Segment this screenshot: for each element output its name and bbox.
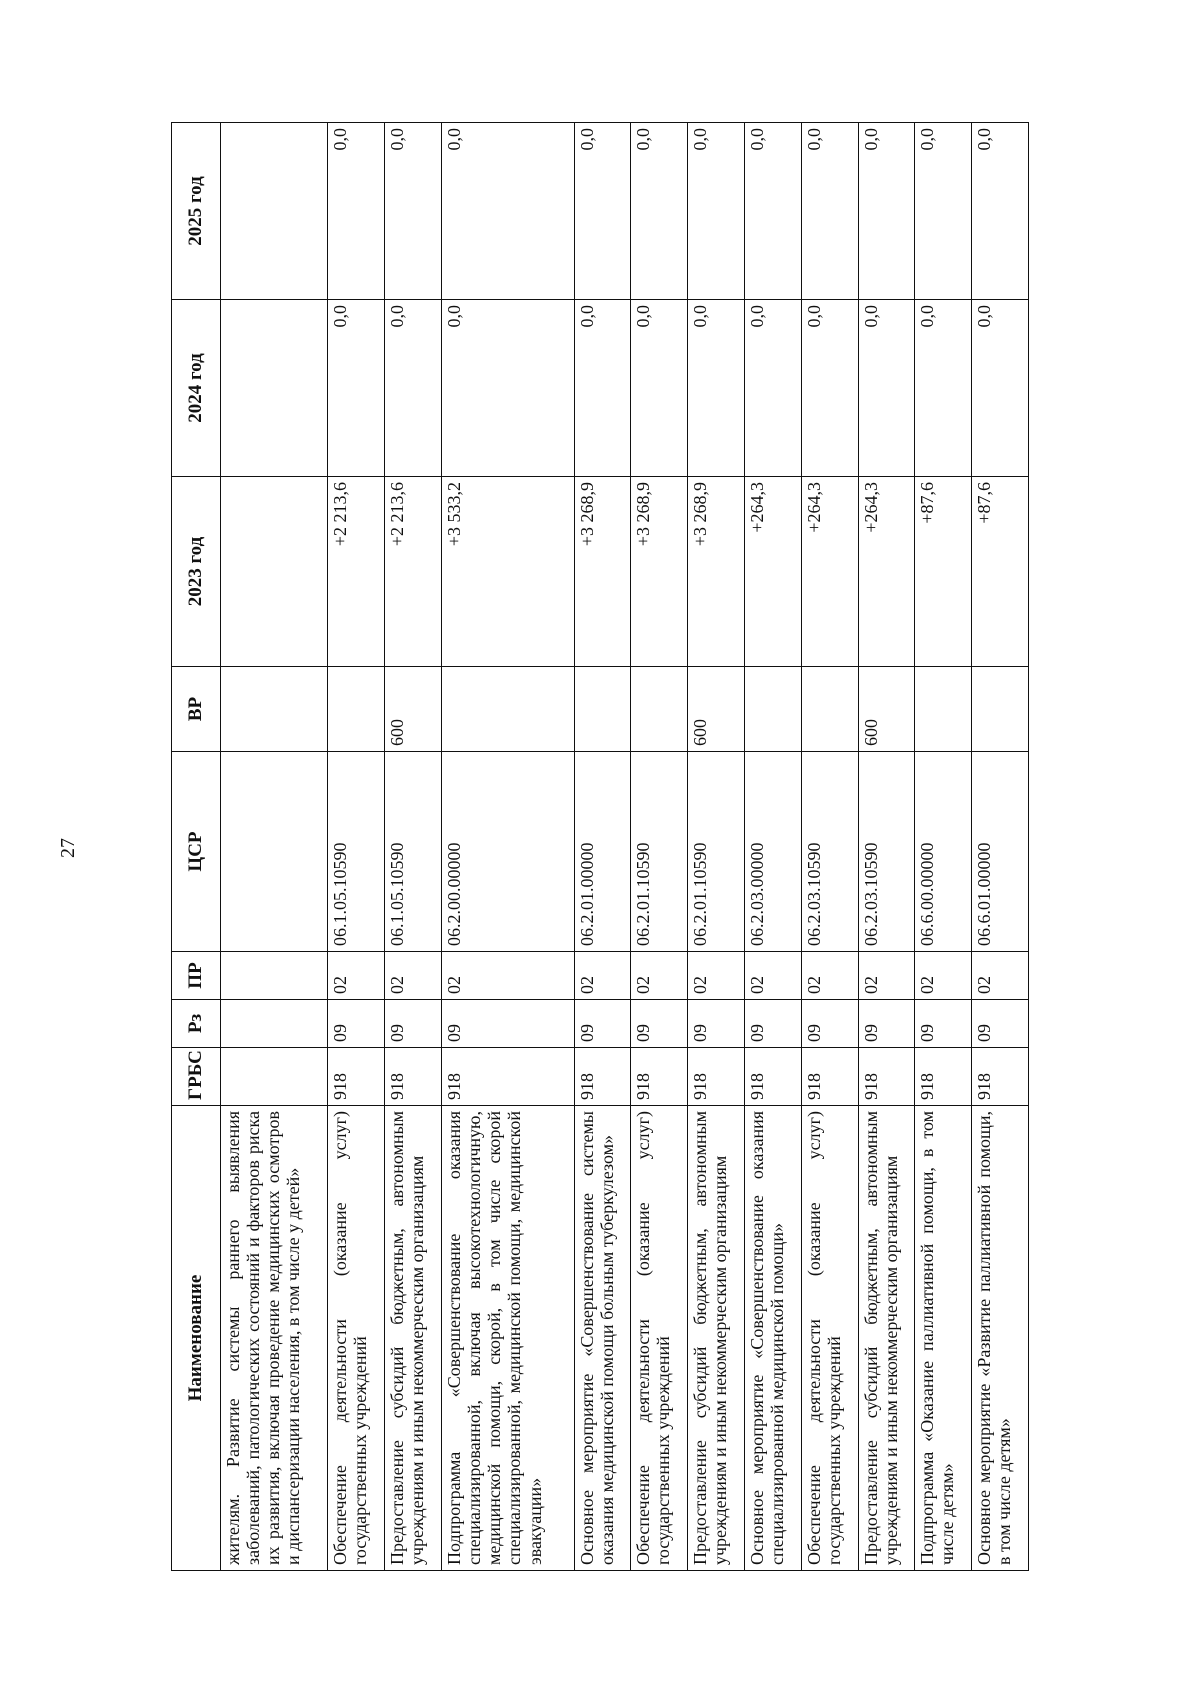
cell-pr: 02 bbox=[688, 952, 745, 1000]
table-row bbox=[972, 123, 1029, 1571]
cell-vr bbox=[915, 667, 972, 752]
header-name: Наименование bbox=[172, 1106, 221, 1571]
cell-2025: 0,0 bbox=[631, 123, 688, 300]
cell-pr: 02 bbox=[574, 952, 631, 1000]
cell-2025: 0,0 bbox=[688, 123, 745, 300]
cell-pr: 02 bbox=[915, 952, 972, 1000]
cell-rz: 09 bbox=[631, 1000, 688, 1048]
cell-grbs: 918 bbox=[328, 1048, 385, 1106]
cell-2023: +87,6 bbox=[972, 477, 1029, 667]
cell-2025: 0,0 bbox=[915, 123, 972, 300]
cell-2023: +3 268,9 bbox=[688, 477, 745, 667]
table-row bbox=[858, 123, 915, 1571]
cell-name: Обеспечение деятельности (оказание услуг) государственных учреждений bbox=[631, 1106, 688, 1571]
cell-rz: 09 bbox=[801, 1000, 858, 1048]
cell-name: Основное мероприятие «Совершенствование оказания специализированной медицинской помощи» bbox=[744, 1106, 801, 1571]
table-body bbox=[221, 123, 1029, 1571]
cell-grbs: 918 bbox=[385, 1048, 442, 1106]
cell-2025: 0,0 bbox=[385, 123, 442, 300]
cell-2023: +3 268,9 bbox=[574, 477, 631, 667]
cell-2024: 0,0 bbox=[441, 300, 574, 477]
cell-2025: 0,0 bbox=[972, 123, 1029, 300]
cell-csr: 06.2.01.00000 bbox=[574, 752, 631, 952]
cell-name: Обеспечение деятельности (оказание услуг) государственных учреждений bbox=[801, 1106, 858, 1571]
cell-2024: 0,0 bbox=[972, 300, 1029, 477]
cell-rz: 09 bbox=[972, 1000, 1029, 1048]
cell-2025: 0,0 bbox=[441, 123, 574, 300]
cell-csr: 06.2.00.00000 bbox=[441, 752, 574, 952]
cell-rz: 09 bbox=[328, 1000, 385, 1048]
cell-pr: 02 bbox=[631, 952, 688, 1000]
cell-grbs: 918 bbox=[631, 1048, 688, 1106]
cell-2023 bbox=[221, 477, 328, 667]
cell-grbs: 918 bbox=[858, 1048, 915, 1106]
cell-vr bbox=[631, 667, 688, 752]
cell-2024: 0,0 bbox=[801, 300, 858, 477]
table-row bbox=[744, 123, 801, 1571]
cell-grbs: 918 bbox=[688, 1048, 745, 1106]
table-row bbox=[441, 123, 574, 1571]
cell-2024: 0,0 bbox=[385, 300, 442, 477]
cell-csr: 06.2.01.10590 bbox=[631, 752, 688, 952]
cell-vr: 600 bbox=[858, 667, 915, 752]
cell-2023: +264,3 bbox=[858, 477, 915, 667]
table-row bbox=[221, 123, 328, 1571]
cell-grbs: 918 bbox=[744, 1048, 801, 1106]
cell-rz bbox=[221, 1000, 328, 1048]
cell-2025: 0,0 bbox=[858, 123, 915, 300]
cell-name: Подпрограмма «Оказание паллиативной помощи, в том числе детям» bbox=[915, 1106, 972, 1571]
cell-grbs: 918 bbox=[801, 1048, 858, 1106]
cell-2025 bbox=[221, 123, 328, 300]
cell-pr: 02 bbox=[744, 952, 801, 1000]
cell-name: Предоставление субсидий бюджетным, автономным учреждениям и иным некоммерческим организациям bbox=[858, 1106, 915, 1571]
cell-vr bbox=[328, 667, 385, 752]
cell-vr bbox=[221, 667, 328, 752]
cell-vr bbox=[744, 667, 801, 752]
header-2025: 2025 год bbox=[172, 123, 221, 300]
cell-pr bbox=[221, 952, 328, 1000]
page-number: 27 bbox=[57, 838, 79, 858]
cell-2023: +3 533,2 bbox=[441, 477, 574, 667]
cell-grbs: 918 bbox=[972, 1048, 1029, 1106]
header-grbs: ГРБС bbox=[172, 1048, 221, 1106]
table-row bbox=[328, 123, 385, 1571]
cell-csr: 06.1.05.10590 bbox=[385, 752, 442, 952]
cell-grbs: 918 bbox=[441, 1048, 574, 1106]
cell-2025: 0,0 bbox=[801, 123, 858, 300]
cell-2025: 0,0 bbox=[574, 123, 631, 300]
cell-pr: 02 bbox=[385, 952, 442, 1000]
cell-rz: 09 bbox=[574, 1000, 631, 1048]
cell-grbs bbox=[221, 1048, 328, 1106]
cell-2024: 0,0 bbox=[574, 300, 631, 477]
cell-pr: 02 bbox=[328, 952, 385, 1000]
cell-rz: 09 bbox=[688, 1000, 745, 1048]
cell-grbs: 918 bbox=[574, 1048, 631, 1106]
cell-name: Предоставление субсидий бюджетным, автономным учреждениям и иным некоммерческим организациям bbox=[385, 1106, 442, 1571]
table-row bbox=[631, 123, 688, 1571]
cell-2024: 0,0 bbox=[328, 300, 385, 477]
cell-rz: 09 bbox=[385, 1000, 442, 1048]
header-2023: 2023 год bbox=[172, 477, 221, 667]
cell-vr bbox=[441, 667, 574, 752]
table-row bbox=[688, 123, 745, 1571]
cell-name: Подпрограмма «Совершенствование оказания специализированной, включая высокотехнологичную, медицинской помощи, скорой, в том числе скорой специализированной, медицинской помощи, медицинской эвакуации» bbox=[441, 1106, 574, 1571]
cell-2025: 0,0 bbox=[328, 123, 385, 300]
cell-vr: 600 bbox=[385, 667, 442, 752]
cell-name: Основное мероприятие «Развитие паллиативной помощи, в том числе детям» bbox=[972, 1106, 1029, 1571]
cell-name: жителям. Развитие системы раннего выявления заболеваний, патологических состояний и факторов риска их развития, включая проведение медицинских осмотров и диспансеризации населения, в том числе у детей» bbox=[221, 1106, 328, 1571]
budget-table bbox=[171, 122, 1029, 1571]
cell-2023: +264,3 bbox=[744, 477, 801, 667]
cell-vr: 600 bbox=[688, 667, 745, 752]
header-csr: ЦСР bbox=[172, 752, 221, 952]
cell-grbs: 918 bbox=[915, 1048, 972, 1106]
cell-2024: 0,0 bbox=[858, 300, 915, 477]
cell-pr: 02 bbox=[801, 952, 858, 1000]
cell-csr: 06.2.01.10590 bbox=[688, 752, 745, 952]
cell-2023: +264,3 bbox=[801, 477, 858, 667]
cell-rz: 09 bbox=[744, 1000, 801, 1048]
cell-csr bbox=[221, 752, 328, 952]
cell-pr: 02 bbox=[858, 952, 915, 1000]
cell-csr: 06.2.03.10590 bbox=[858, 752, 915, 952]
cell-csr: 06.6.00.00000 bbox=[915, 752, 972, 952]
header-rz: Рз bbox=[172, 1000, 221, 1048]
table-row bbox=[915, 123, 972, 1571]
cell-vr bbox=[972, 667, 1029, 752]
cell-vr bbox=[801, 667, 858, 752]
cell-pr: 02 bbox=[972, 952, 1029, 1000]
table-row bbox=[385, 123, 442, 1571]
rotated-table-container bbox=[171, 123, 1029, 1571]
cell-pr: 02 bbox=[441, 952, 574, 1000]
table-header-row bbox=[172, 123, 221, 1571]
cell-2024: 0,0 bbox=[631, 300, 688, 477]
cell-csr: 06.2.03.10590 bbox=[801, 752, 858, 952]
cell-csr: 06.6.01.00000 bbox=[972, 752, 1029, 952]
cell-2025: 0,0 bbox=[744, 123, 801, 300]
cell-rz: 09 bbox=[915, 1000, 972, 1048]
cell-2023: +87,6 bbox=[915, 477, 972, 667]
header-pr: ПР bbox=[172, 952, 221, 1000]
header-2024: 2024 год bbox=[172, 300, 221, 477]
table-row bbox=[574, 123, 631, 1571]
cell-2024: 0,0 bbox=[688, 300, 745, 477]
header-vr: ВР bbox=[172, 667, 221, 752]
cell-vr bbox=[574, 667, 631, 752]
table-row bbox=[801, 123, 858, 1571]
cell-csr: 06.1.05.10590 bbox=[328, 752, 385, 952]
cell-rz: 09 bbox=[858, 1000, 915, 1048]
cell-2024 bbox=[221, 300, 328, 477]
cell-2024: 0,0 bbox=[744, 300, 801, 477]
cell-rz: 09 bbox=[441, 1000, 574, 1048]
cell-name: Основное мероприятие «Совершенствование системы оказания медицинской помощи больным туберкулезом» bbox=[574, 1106, 631, 1571]
cell-2023: +3 268,9 bbox=[631, 477, 688, 667]
cell-csr: 06.2.03.00000 bbox=[744, 752, 801, 952]
cell-name: Предоставление субсидий бюджетным, автономным учреждениям и иным некоммерческим организациям bbox=[688, 1106, 745, 1571]
cell-2023: +2 213,6 bbox=[385, 477, 442, 667]
cell-name: Обеспечение деятельности (оказание услуг) государственных учреждений bbox=[328, 1106, 385, 1571]
cell-2024: 0,0 bbox=[915, 300, 972, 477]
cell-2023: +2 213,6 bbox=[328, 477, 385, 667]
